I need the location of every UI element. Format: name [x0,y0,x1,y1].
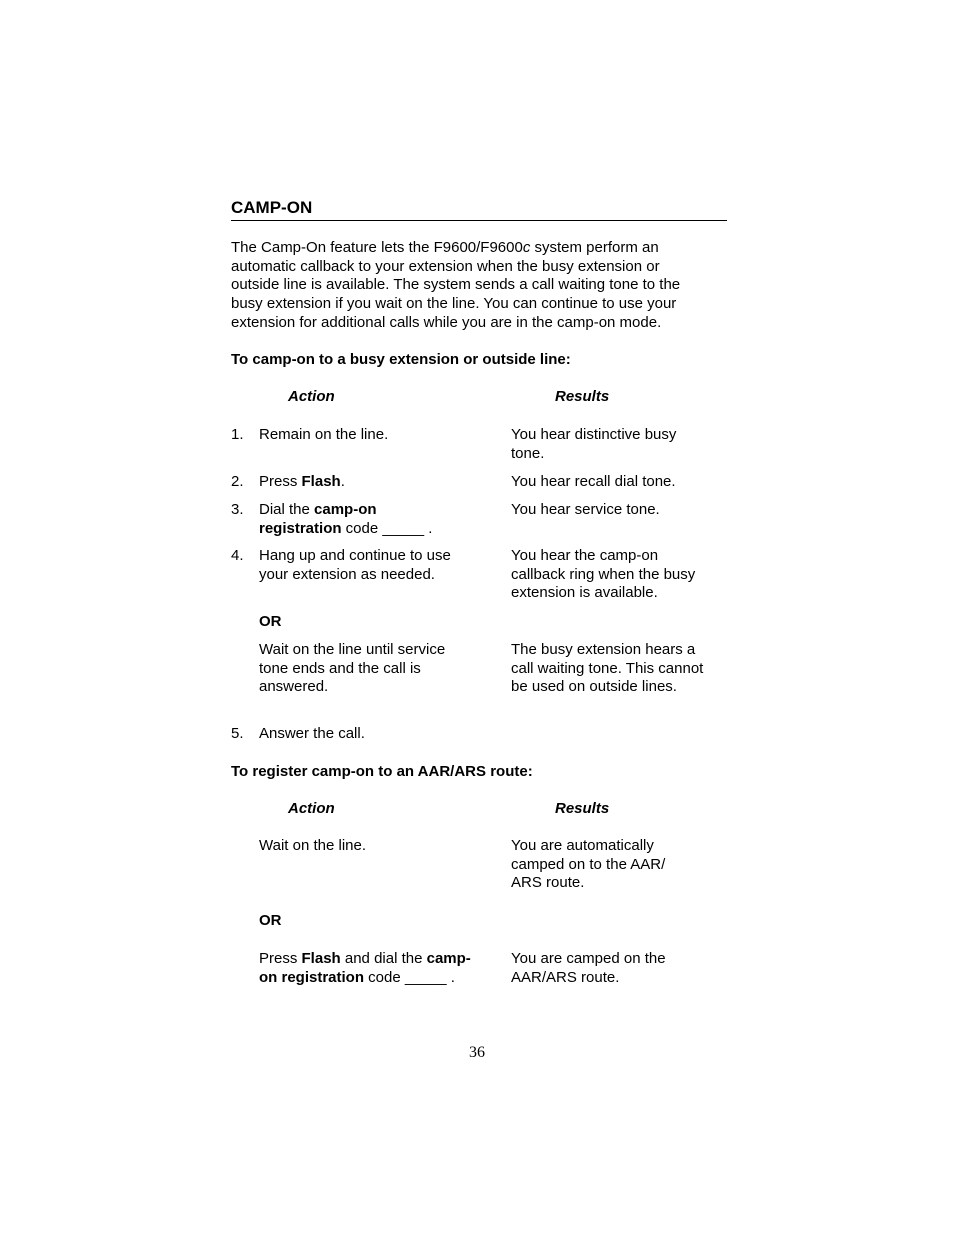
section1-or: OR [259,613,282,630]
step-3-action: Dial the camp-on registration code _____ . [259,501,433,537]
flash-key-label-2: Flash [301,950,341,967]
section-title: CAMP-ON [231,198,313,217]
aar-row-1-result: You are automatically camped on to the AAR/ ARS route. [511,837,666,892]
step-2-action: Press Flash. [259,473,345,490]
page-number: 36 [469,1044,485,1061]
intro-italic-c: c [522,239,531,256]
camp-on-registration-label-2: camp-on registration [259,950,471,986]
title-underline [231,220,727,221]
section2-heading: To register camp-on to an AAR/ARS route: [231,763,533,780]
section2-action-header: Action [288,800,335,817]
flash-key-label: Flash [301,473,341,490]
intro-text-1: The Camp-On feature lets the F9600/F9600 [231,239,523,256]
step-5-action: Answer the call. [259,725,365,742]
section2-or: OR [259,912,282,929]
section1-results-header: Results [555,388,610,405]
step-4-action: Hang up and continue to use your extension as needed. [259,547,451,583]
alt-action: Wait on the line until service tone ends and the call is answered. [259,641,446,696]
step-2-number: 2. [231,473,244,490]
section2-results-header: Results [555,800,610,817]
aar-row-2-result: You are camped on the AAR/ARS route. [511,950,666,986]
intro-text-2: system perform an automatic callback to your extension when the busy extension or outside line is available. The system sends a call waiting tone to the busy extension if you wait on the line. You can continue to use your extension for additional calls while you are in the camp-on mode. [231,239,681,331]
step-2-result: You hear recall dial tone. [511,473,676,490]
aar-row-2-action: Press Flash and dial the camp-on registration code _____ . [259,950,471,986]
step-1-action: Remain on the line. [259,426,389,443]
step-3-result: You hear service tone. [511,501,660,518]
aar-row-1-action: Wait on the line. [259,837,366,854]
step-4-number: 4. [231,547,244,564]
section1-heading: To camp-on to a busy extension or outside line: [231,351,571,368]
step-4-result: You hear the camp-on callback ring when the busy extension is available. [511,547,696,602]
section1-action-header: Action [288,388,335,405]
camp-on-registration-label: camp-on registration [259,501,377,537]
step-1-number: 1. [231,426,244,443]
step-1-result: You hear distinctive busy tone. [511,426,677,462]
step-3-number: 3. [231,501,244,518]
intro-paragraph [231,239,711,333]
alt-result: The busy extension hears a call waiting tone. This cannot be used on outside lines. [511,641,704,696]
step-5-number: 5. [231,725,244,742]
